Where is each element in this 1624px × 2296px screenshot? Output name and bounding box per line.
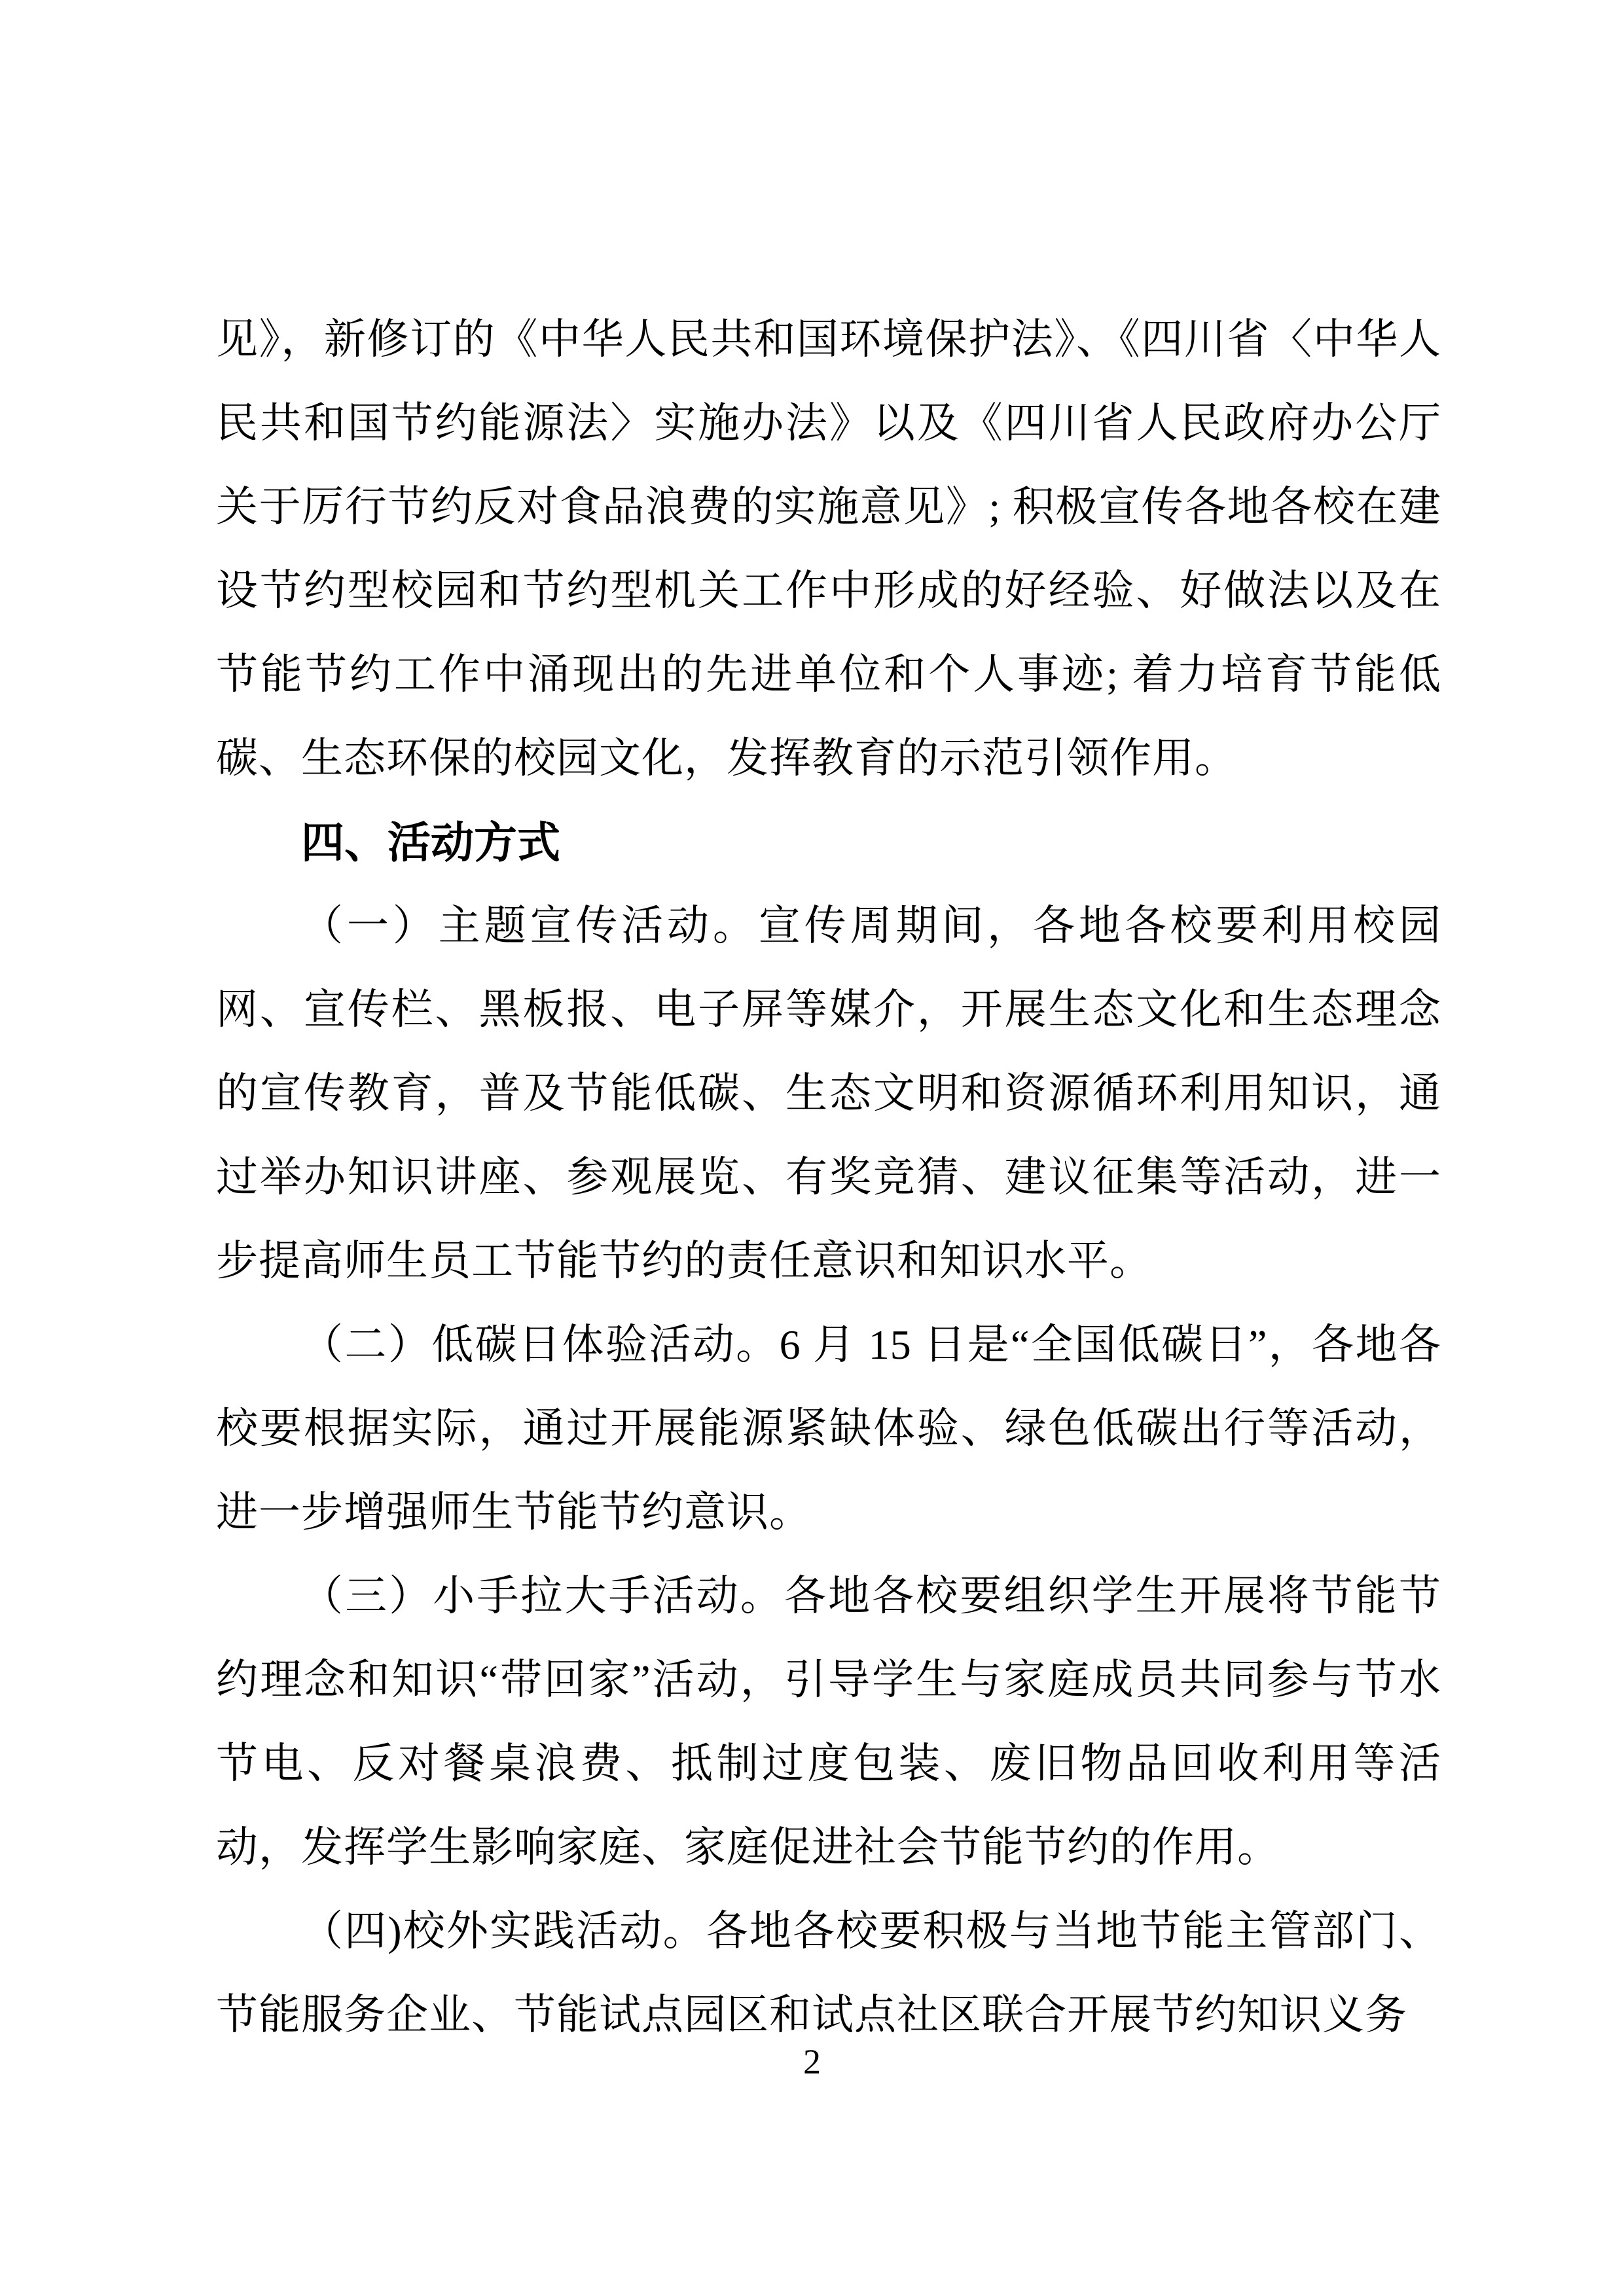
section-heading [216,800,1441,884]
paragraph-3-body: 各地各校要组织学生开展将节能节约理念和知识“带回家”活动，引导学生与家庭成员共同参与节水节电、反对餐桌浪费、抵制过度包装、废旧物品回收利用等活动，发挥学生影响家庭、家庭促进社会节能节约的作用。 [216,1573,1442,1871]
paragraph-1 [216,884,1441,1303]
page-number: 2 [803,2042,821,2081]
page-body [216,298,1441,2057]
section-heading-text: 四、活动方式 [301,818,560,867]
paragraph-3 [216,1554,1441,1890]
paragraph-1-body: 宣传周期间，各地各校要利用校园网、宣传栏、黑板报、电子屏等媒介，开展生态文化和生态理念的宣传教育，普及节能低碳、生态文明和资源循环利用知识，通过举办知识讲座、参观展览、有奖竞猜、建议征集等活动，进一步提高师生员工节能节约的责任意识和知识水平。 [216,903,1441,1284]
paragraph-2-body: 6 月 15 日是“全国低碳日”，各地各校要根据实际，通过开展能源紧缺体验、绿色低碳出行等活动，进一步增强师生节能节约意识。 [216,1321,1442,1535]
paragraph-2-lead: （二）低碳日体验活动。 [301,1321,780,1368]
paragraph-4-body: 各地各校要积极与当地节能主管部门、节能服务企业、节能试点园区和试点社区联合开展节约知识义务 [216,1908,1442,2038]
paragraph-4-lead: （四)校外实践活动。 [301,1908,706,1954]
paragraph-continuation-text: 见》，新修订的《中华人民共和国环境保护法》、《四川省〈中华人民共和国节约能源法〉实施办法》以及《四川省人民政府办公厅关于厉行节约反对食品浪费的实施意见》; 积极宣传各地各校在建设节约型校园和节约型机关工作中形成的好经验、好做法以及在节能节约工作中涌现出的先进单位和个人事迹; 着力培育节能低碳、生态环保的校园文化，发挥教育的示范引领作用。 [216,316,1441,781]
paragraph-1-lead: （一）主题宣传活动。 [301,903,759,949]
paragraph-4 [216,1890,1441,2057]
paragraph-3-lead: （三）小手拉大手活动。 [301,1573,784,1619]
paragraph-2 [216,1303,1441,1554]
paragraph-continuation [216,298,1441,800]
